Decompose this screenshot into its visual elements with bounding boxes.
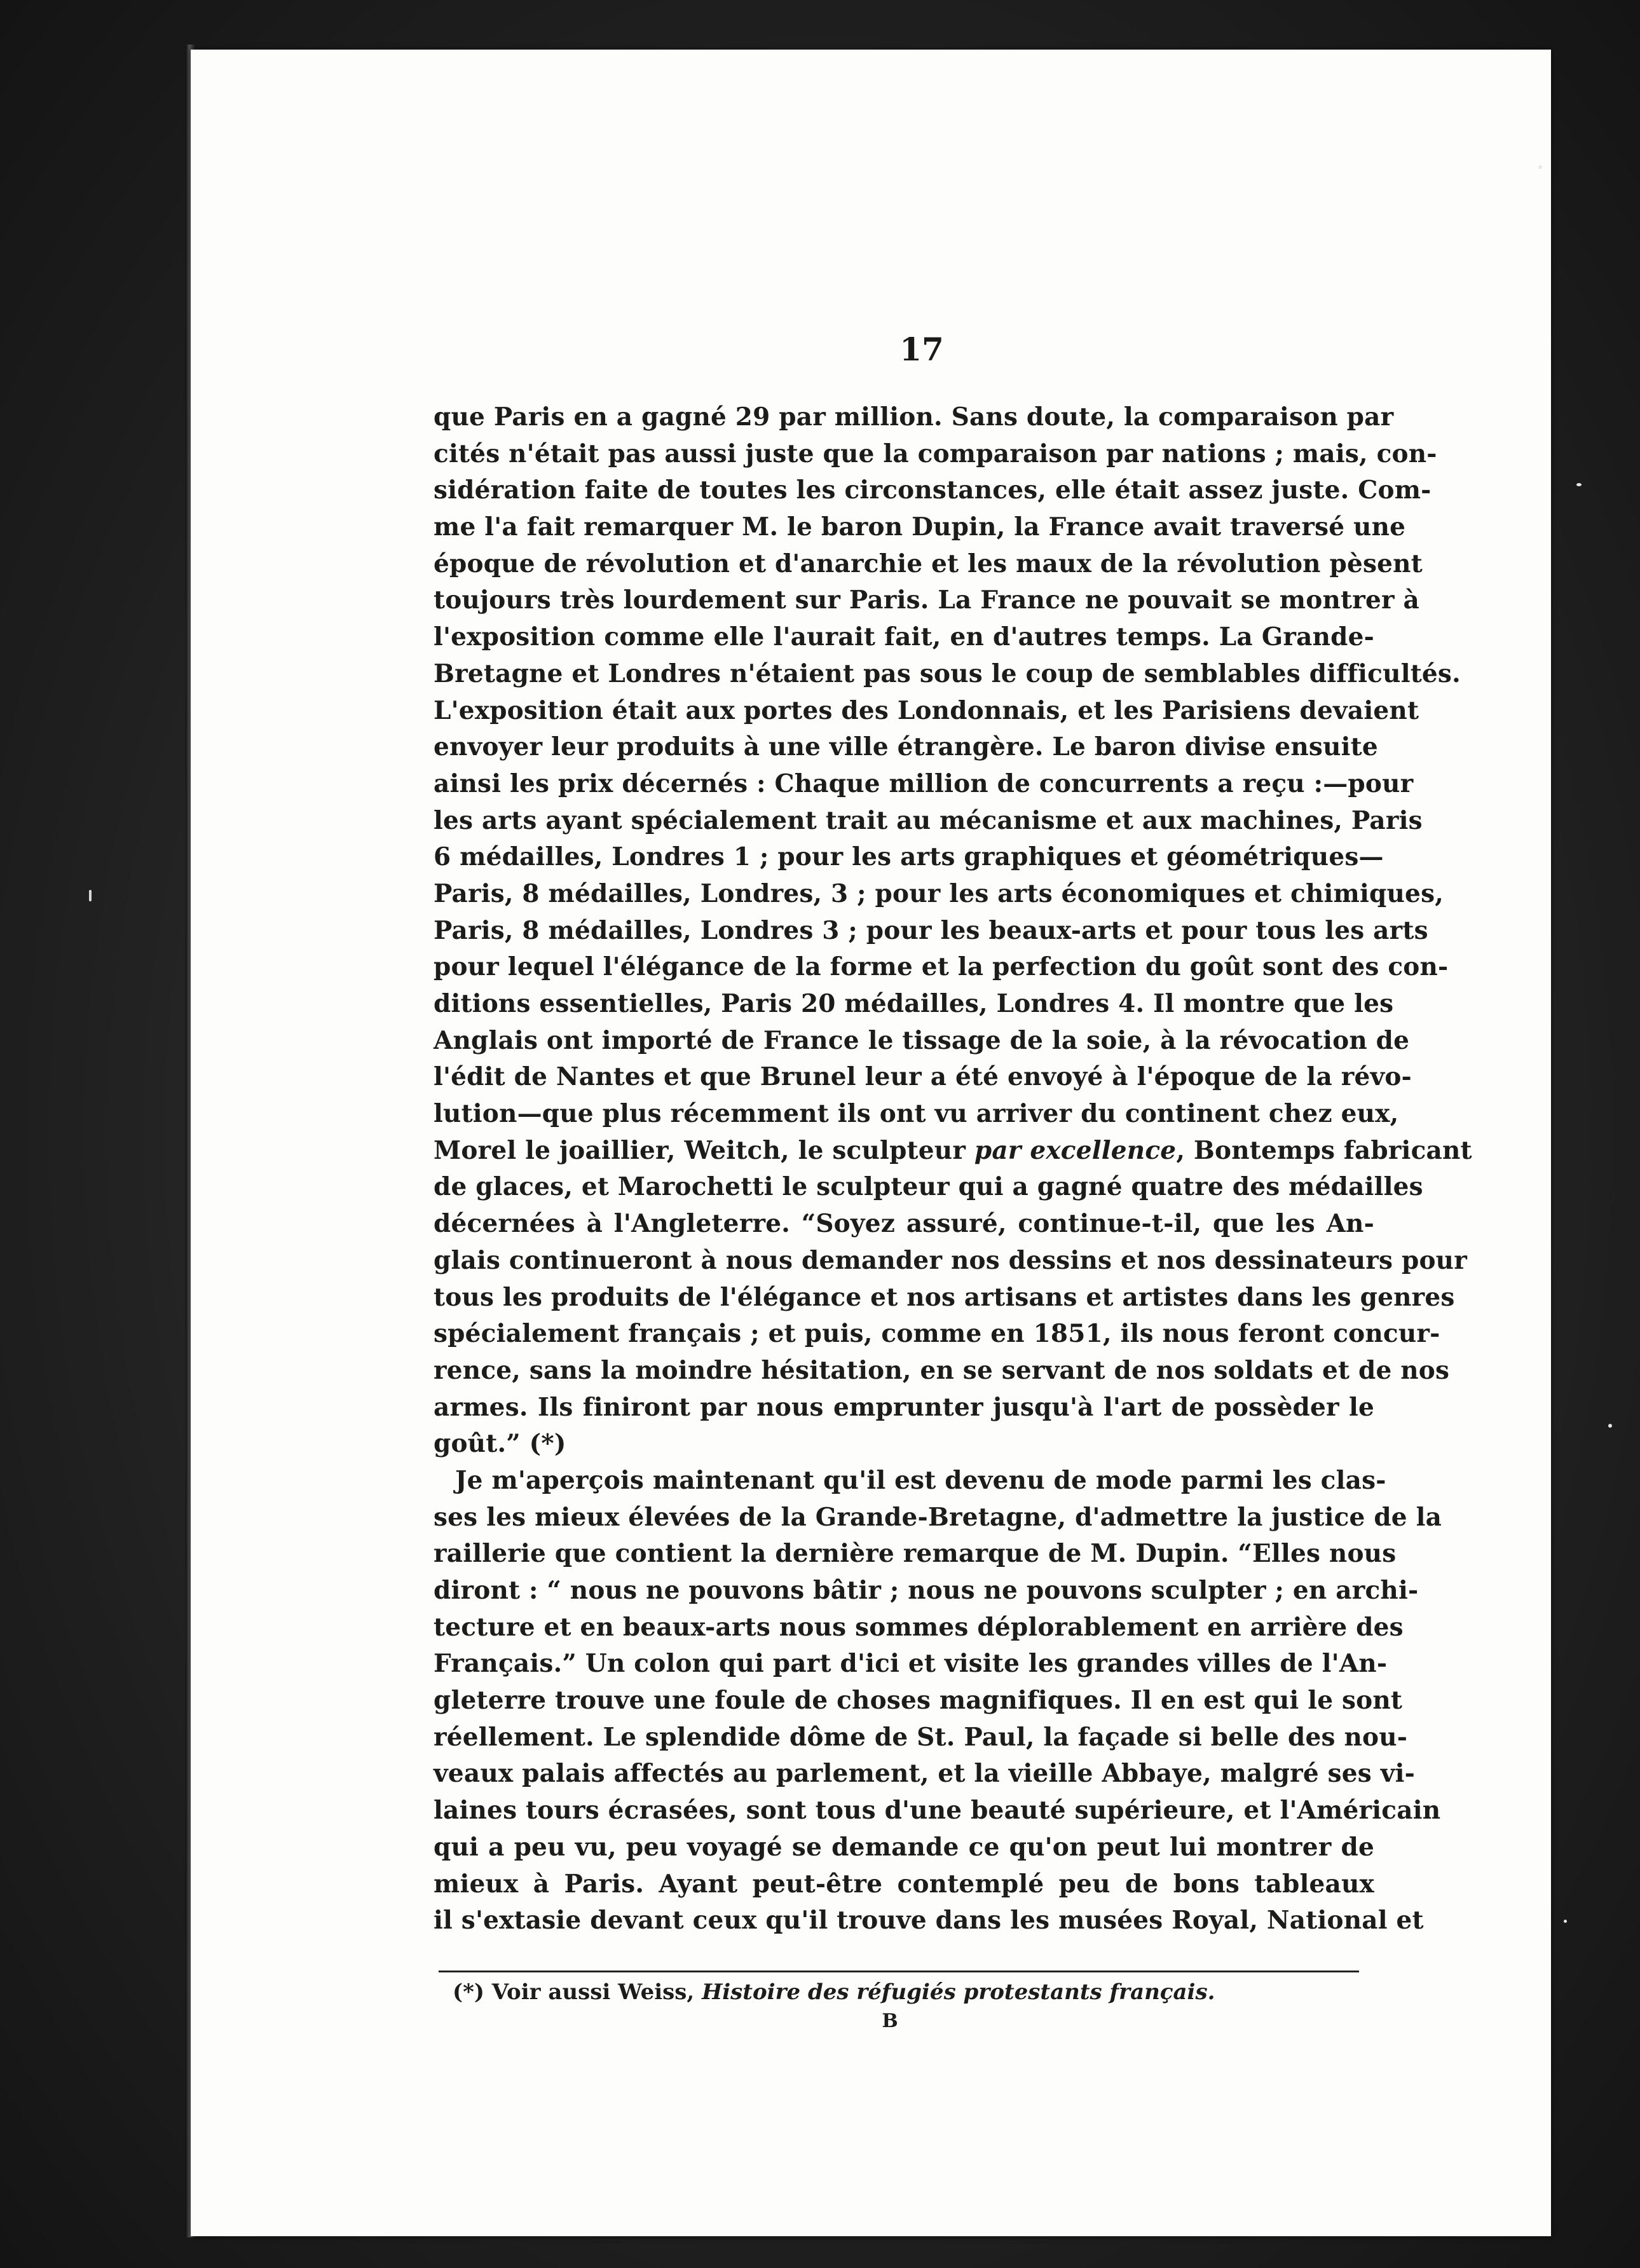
body-text (434, 399, 1472, 1939)
text-line: gleterre trouve une foule de choses magnifiques. Il en est qui le sont (434, 1686, 1403, 1716)
scan-speck (1538, 165, 1542, 169)
text-line: décernées à l'Angleterre. “Soyez assuré, continue-t-il, que les An- (434, 1209, 1374, 1239)
text-line: Anglais ont importé de France le tissage de la soie, à la révocation de (434, 1025, 1410, 1055)
scan-speck (1564, 1920, 1567, 1923)
text-line: cités n'était pas aussi juste que la comparaison par nations ; mais, con- (434, 439, 1437, 468)
signature-mark: B (882, 2010, 898, 2032)
text-line: que Paris en a gagné 29 par million. Sans doute, la comparaison par (434, 402, 1394, 432)
text-line: envoyer leur produits à une ville étrangère. Le baron divise ensuite (434, 732, 1378, 762)
text-line: spécialement français ; et puis, comme en 1851, ils nous feront concur- (434, 1319, 1440, 1349)
text-line: me l'a fait remarquer M. le baron Dupin, la France avait traversé une (434, 512, 1406, 542)
text-line: toujours très lourdement sur Paris. La France ne pouvait se montrer à (434, 585, 1420, 615)
text-line: les arts ayant spécialement trait au mécanisme et aux machines, Paris (434, 805, 1423, 835)
text-line: lution—que plus récemment ils ont vu arriver du continent chez eux, (434, 1099, 1399, 1129)
text-line: ses les mieux élevées de la Grande-Bretagne, d'admettre la justice de la (434, 1502, 1442, 1532)
text-line: pour lequel l'élégance de la forme et la perfection du goût sont des con- (434, 952, 1449, 982)
footnote-title: Histoire des réfugiés protestants français. (702, 1979, 1215, 2005)
text-line: Paris, 8 médailles, Londres, 3 ; pour les arts économiques et chimiques, (434, 878, 1444, 908)
footnote-divider (439, 1971, 1359, 1972)
text-line: de glaces, et Marochetti le sculpteur qui a gagné quatre des médailles (434, 1172, 1423, 1202)
text-line-italic-phrase: Morel le joaillier, Weitch, le sculpteur par excellence, Bontemps fabricant (434, 1135, 1472, 1165)
text-line: veaux palais affectés au parlement, et la vieille Abbaye, malgré ses vi- (434, 1759, 1415, 1789)
text-line: qui a peu vu, peu voyagé se demande ce qu'on peut lui montrer de (434, 1832, 1374, 1862)
text-line: diront : “ nous ne pouvons bâtir ; nous ne pouvons sculpter ; en archi- (434, 1576, 1419, 1605)
text-line: l'exposition comme elle l'aurait fait, en d'autres temps. La Grande- (434, 622, 1374, 652)
text-line: raillerie que contient la dernière remarque de M. Dupin. “Elles nous (434, 1539, 1397, 1569)
text-line: Paris, 8 médailles, Londres 3 ; pour les beaux-arts et pour tous les arts (434, 915, 1428, 945)
text-line: rence, sans la moindre hésitation, en se servant de nos soldats et de nos (434, 1355, 1450, 1385)
text-line: laines tours écrasées, sont tous d'une beauté supérieure, et l'Américain (434, 1796, 1441, 1826)
text-line: mieux à Paris. Ayant peut-être contemplé peu de bons tableaux (434, 1869, 1374, 1899)
text-line: ditions essentielles, Paris 20 médailles, Londres 4. Il montre que les (434, 989, 1394, 1018)
text-line: 6 médailles, Londres 1 ; pour les arts graphiques et géométriques— (434, 842, 1384, 872)
scan-speck (89, 890, 92, 901)
footnote (453, 1977, 1368, 2007)
text-line: armes. Ils finiront par nous emprunter jusqu'à l'art de possèder le (434, 1392, 1374, 1422)
text-line: L'exposition était aux portes des Londonnais, et les Parisiens devaient (434, 695, 1419, 725)
scan-speck (1608, 1424, 1612, 1428)
text-line: ainsi les prix décernés : Chaque million de concurrents a reçu :—pour (434, 769, 1414, 798)
text-line: réellement. Le splendide dôme de St. Paul, la façade si belle des nou- (434, 1722, 1408, 1752)
footnote-prefix: (*) Voir aussi Weiss, (453, 1979, 702, 2005)
text-line: glais continueront à nous demander nos dessins et nos dessinateurs pour (434, 1245, 1467, 1275)
text-line: il s'extasie devant ceux qu'il trouve dans les musées Royal, National et (434, 1906, 1424, 1936)
text-line: goût.” (*) (434, 1429, 566, 1459)
text-line: Français.” Un colon qui part d'ici et visite les grandes villes de l'An- (434, 1649, 1388, 1679)
scan-speck (1576, 483, 1582, 486)
text-line: tecture et en beaux-arts nous sommes déplorablement en arrière des (434, 1612, 1404, 1642)
text-line: sidération faite de toutes les circonstances, elle était assez juste. Com- (434, 475, 1432, 505)
text-line: Bretagne et Londres n'étaient pas sous le coup de semblables difficultés. (434, 659, 1461, 688)
page-number: 17 (899, 331, 944, 368)
text-line: l'édit de Nantes et que Brunel leur a été envoyé à l'époque de la révo- (434, 1062, 1412, 1092)
text-line: époque de révolution et d'anarchie et les maux de la révolution pèsent (434, 549, 1423, 578)
text-line: Je m'aperçois maintenant qu'il est devenu de mode parmi les clas- (455, 1465, 1386, 1495)
text-line: tous les produits de l'élégance et nos artisans et artistes dans les genres (434, 1282, 1455, 1312)
